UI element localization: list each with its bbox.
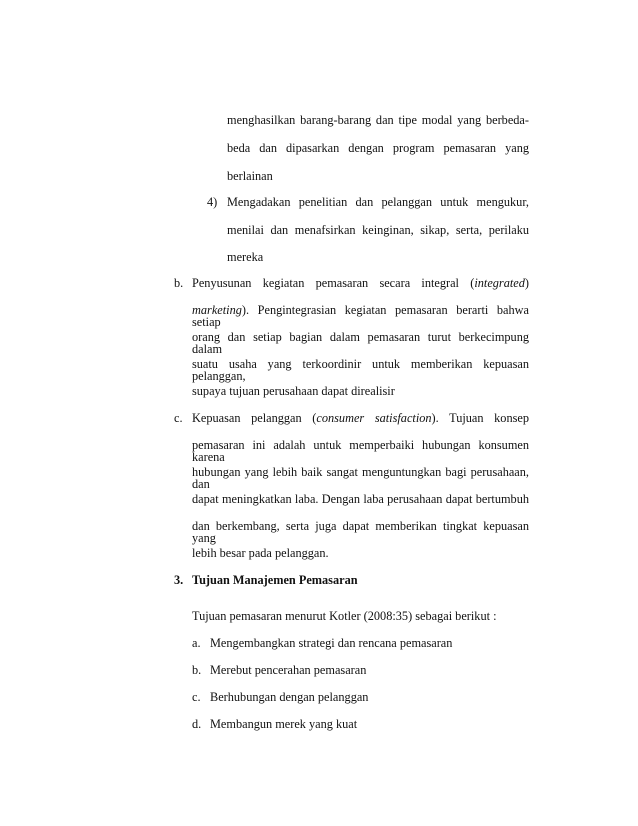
list-item-3-line-1: menghasilkan barang-barang dan tipe modal yang berbeda- [227, 113, 529, 127]
section-3-number: 3. [174, 573, 184, 587]
section-3-item-b-marker: b. [192, 663, 202, 677]
item-c-line-2: pemasaran ini adalah untuk memperbaiki hubungan konsumen karena [192, 438, 529, 465]
list-item-4-marker: 4) [207, 195, 218, 209]
item-b-line-2: marketing). Pengintegrasian kegiatan pemasaran berarti bahwa setiap [192, 303, 529, 330]
section-3-item-b: Merebut pencerahan pemasaran [210, 663, 367, 677]
list-item-4-line-2: menilai dan menafsirkan keinginan, sikap, serta, perilaku [227, 223, 529, 237]
item-b-line-5: supaya tujuan perusahaan dapat direalisir [192, 384, 395, 398]
item-b-line-4: suatu usaha yang terkoordinir untuk memberikan kepuasan pelanggan, [192, 357, 529, 384]
item-c-line-5: dan berkembang, serta juga dapat memberikan tingkat kepuasan yang [192, 519, 529, 546]
item-b-marker: b. [174, 276, 184, 290]
list-item-4-line-1: Mengadakan penelitian dan pelanggan untuk mengukur, [227, 195, 529, 209]
section-3-item-c-marker: c. [192, 690, 201, 704]
section-3-intro: Tujuan pemasaran menurut Kotler (2008:35) sebagai berikut : [192, 609, 497, 623]
section-3-title: Tujuan Manajemen Pemasaran [192, 573, 358, 587]
section-3-item-c: Berhubungan dengan pelanggan [210, 690, 369, 704]
section-3-item-d-marker: d. [192, 717, 202, 731]
section-3-item-a: Mengembangkan strategi dan rencana pemasaran [210, 636, 453, 650]
list-item-3-line-3: berlainan [227, 169, 273, 183]
item-c-line-1: Kepuasan pelanggan (consumer satisfaction). Tujuan konsep [192, 411, 529, 425]
section-3-item-d: Membangun merek yang kuat [210, 717, 358, 731]
section-3-item-a-marker: a. [192, 636, 201, 650]
item-c-line-6: lebih besar pada pelanggan. [192, 546, 329, 560]
item-c-line-4: dapat meningkatkan laba. Dengan laba perusahaan dapat bertumbuh [192, 492, 529, 506]
item-b-line-3: orang dan setiap bagian dalam pemasaran turut berkecimpung dalam [192, 330, 529, 357]
item-c-line-3: hubungan yang lebih baik sangat menguntungkan bagi perusahaan, dan [192, 465, 529, 492]
list-item-3-line-2: beda dan dipasarkan dengan program pemasaran yang [227, 141, 529, 155]
item-b-line-1: Penyusunan kegiatan pemasaran secara integral (integrated) [192, 276, 529, 290]
list-item-4-line-3: mereka [227, 250, 264, 264]
item-c-marker: c. [174, 411, 183, 425]
